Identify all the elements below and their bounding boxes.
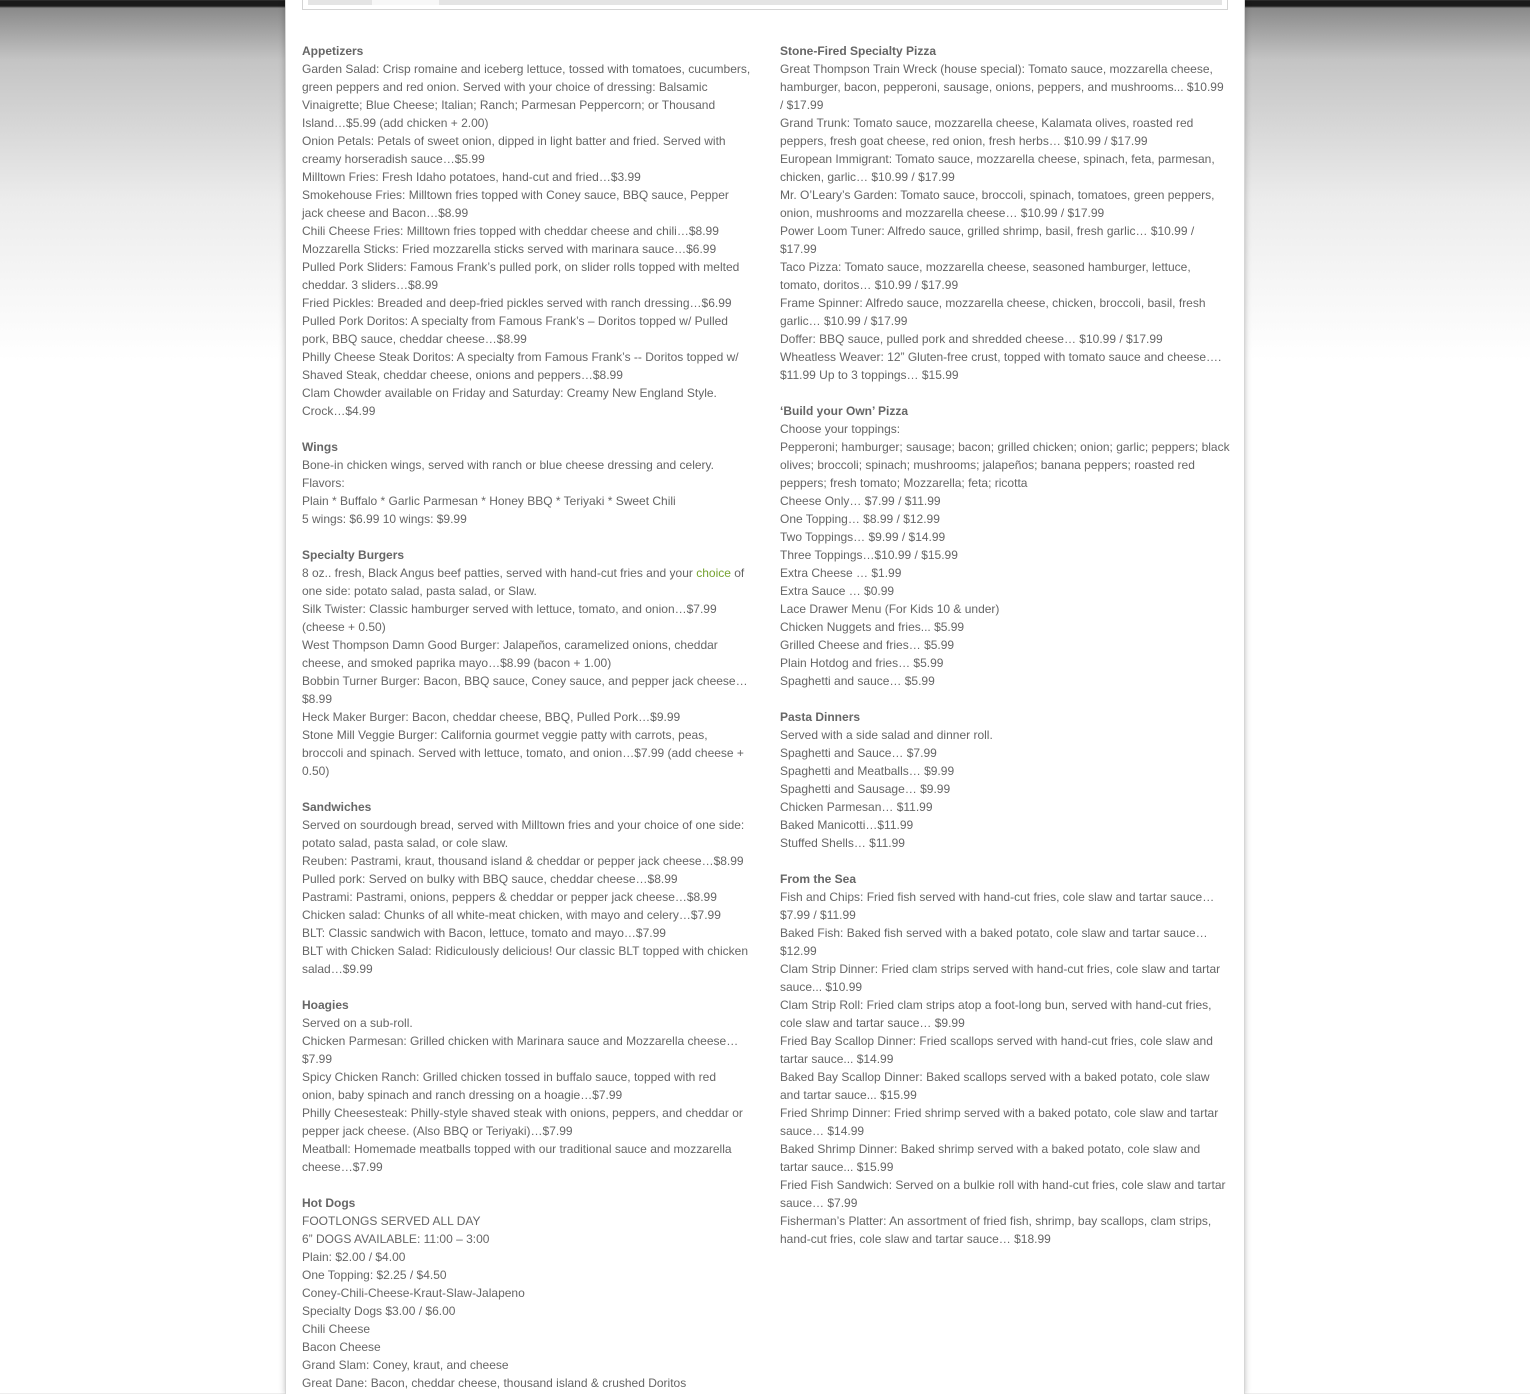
menu-item: Baked Bay Scallop Dinner: Baked scallops served with a baked potato, cole slaw and tartar sauce... $15.99: [780, 1070, 1210, 1102]
menu-item: Great Thompson Train Wreck (house special): Tomato sauce, mozzarella cheese, hamburger, bacon, pepperoni, sausage, onions, peppers, and mushrooms... $10.99 / $17.99: [780, 62, 1224, 112]
menu-item: Fried Fish Sandwich: Served on a bulkie roll with hand-cut fries, cole slaw and tartar sauce… $7.99: [780, 1178, 1226, 1210]
menu-item: Silk Twister: Classic hamburger served with lettuce, tomato, and onion…$7.99 (cheese + 0.50): [302, 602, 717, 634]
sandwiches-section: [302, 798, 752, 978]
menu-item: Baked Manicotti…$11.99: [780, 818, 914, 832]
menu-item: Coney-Chili-Cheese-Kraut-Slaw-Jalapeno: [302, 1286, 525, 1300]
hotdogs-section: [302, 1194, 752, 1392]
menu-left-column: [302, 42, 752, 1394]
menu-item: Heck Maker Burger: Bacon, cheddar cheese, BBQ, Pulled Pork…$9.99: [302, 710, 681, 724]
menu-item: Mr. O’Leary’s Garden: Tomato sauce, broccoli, spinach, tomatoes, green peppers, onion, mushrooms and mozzarella cheese… $10.99 / $17.99: [780, 188, 1215, 220]
menu-item: Pulled pork: Served on bulky with BBQ sauce, cheddar cheese…$8.99: [302, 872, 678, 886]
menu-item: Stuffed Shells… $11.99: [780, 836, 905, 850]
appetizers-title: Appetizers: [302, 44, 364, 58]
hotdogs-title: Hot Dogs: [302, 1196, 356, 1210]
nav-strip: [308, 0, 1222, 5]
menu-item: Clam Chowder available on Friday and Saturday: Creamy New England Style. Crock…$4.99: [302, 386, 717, 418]
menu-item: Bone-in chicken wings, served with ranch or blue cheese dressing and celery.: [302, 458, 714, 472]
menu-item: Plain: $2.00 / $4.00: [302, 1250, 406, 1264]
menu-item: Choose your toppings:: [780, 422, 901, 436]
menu-item: Baked Fish: Baked fish served with a baked potato, cole slaw and tartar sauce… $12.99: [780, 926, 1208, 958]
menu-item: Spaghetti and Meatballs… $9.99: [780, 764, 955, 778]
sandwiches-title: Sandwiches: [302, 800, 372, 814]
menu-item: Fried Pickles: Breaded and deep-fried pickles served with ranch dressing…$6.99: [302, 296, 732, 310]
menu-item: Philly Cheesesteak: Philly-style shaved steak with onions, peppers, and cheddar or pepper jack cheese. (Also BBQ or Teriyaki)…$7.99: [302, 1106, 743, 1138]
menu-item: Chicken Parmesan: Grilled chicken with Marinara sauce and Mozzarella cheese…$7.99: [302, 1034, 739, 1066]
menu-item: Extra Sauce … $0.99: [780, 584, 895, 598]
appetizers-section: [302, 42, 752, 420]
burgers-intro-text: 8 oz.. fresh, Black Angus beef patties, served with hand-cut fries and your: [302, 566, 697, 580]
menu-item: Spaghetti and Sauce… $7.99: [780, 746, 937, 760]
hoagies-section: [302, 996, 752, 1176]
burgers-intro-text-end: of one side: potato salad, pasta salad, or Slaw.: [302, 566, 745, 598]
menu-item: Clam Strip Dinner: Fried clam strips served with hand-cut fries, cole slaw and tartar sauce... $10.99: [780, 962, 1221, 994]
menu-item: Stone Mill Veggie Burger: California gourmet veggie patty with carrots, peas, broccoli and spinach. Served with lettuce, tomato, and onion…$7.99 (add cheese + 0.50): [302, 728, 744, 778]
menu-item: Clam Strip Roll: Fried clam strips atop a foot-long bun, served with hand-cut fries, cole slaw and tartar sauce… $9.99: [780, 998, 1212, 1030]
menu-item: Taco Pizza: Tomato sauce, mozzarella cheese, seasoned hamburger, lettuce, tomato, doritos… $10.99 / $17.99: [780, 260, 1191, 292]
menu-item: Philly Cheese Steak Doritos: A specialty from Famous Frank’s -- Doritos topped w/ Shaved Steak, cheddar cheese, onions and peppers…$8.99: [302, 350, 739, 382]
menu-item: Meatball: Homemade meatballs topped with our traditional sauce and mozzarella cheese…$7.99: [302, 1142, 732, 1174]
menu-item: Chili Cheese: [302, 1322, 371, 1336]
menu-item: Lace Drawer Menu (For Kids 10 & under): [780, 602, 1000, 616]
menu-item: FOOTLONGS SERVED ALL DAY: [302, 1214, 481, 1228]
menu-item: West Thompson Damn Good Burger: Jalapeños, caramelized onions, cheddar cheese, and smoked paprika mayo…$8.99 (bacon + 1.00): [302, 638, 718, 670]
menu-item: Smokehouse Fries: Milltown fries topped with Coney sauce, BBQ sauce, Pepper jack cheese and Bacon…$8.99: [302, 188, 729, 220]
menu-item: Baked Shrimp Dinner: Baked shrimp served with a baked potato, cole slaw and tartar sauce... $15.99: [780, 1142, 1201, 1174]
pasta-title: Pasta Dinners: [780, 710, 861, 724]
menu-item: Fish and Chips: Fried fish served with hand-cut fries, cole slaw and tartar sauce… $7.99 / $11.99: [780, 890, 1215, 922]
menu-item: Spaghetti and Sausage… $9.99: [780, 782, 951, 796]
menu-item: Fisherman’s Platter: An assortment of fried fish, shrimp, bay scallops, clam strips, hand-cut fries, cole slaw and tartar sauce… $18.99: [780, 1214, 1212, 1246]
menu-item: 6” DOGS AVAILABLE: 11:00 – 3:00: [302, 1232, 490, 1246]
build-your-own-section: [780, 402, 1230, 690]
menu-item: Spaghetti and sauce… $5.99: [780, 674, 935, 688]
pizza-section: [780, 42, 1230, 384]
menu-item: Bobbin Turner Burger: Bacon, BBQ sauce, Coney sauce, and pepper jack cheese…$8.99: [302, 674, 748, 706]
menu-item: Served on sourdough bread, served with Milltown fries and your choice of one side: potato salad, pasta salad, or cole slaw.: [302, 818, 745, 850]
hoagies-title: Hoagies: [302, 998, 349, 1012]
menu-item: Milltown Fries: Fresh Idaho potatoes, hand-cut and fried…$3.99: [302, 170, 641, 184]
menu-item: Doffer: BBQ sauce, pulled pork and shredded cheese… $10.99 / $17.99: [780, 332, 1163, 346]
pizza-title: Stone-Fired Specialty Pizza: [780, 44, 937, 58]
menu-item: Power Loom Tuner: Alfredo sauce, grilled shrimp, basil, fresh garlic… $10.99 / $17.99: [780, 224, 1195, 256]
menu-item: Onion Petals: Petals of sweet onion, dipped in light batter and fried. Served with creamy horseradish sauce…$5.99: [302, 134, 726, 166]
menu-item: 5 wings: $6.99 10 wings: $9.99: [302, 512, 467, 526]
menu-item: Pepperoni; hamburger; sausage; bacon; grilled chicken; onion; garlic; peppers; black olives; broccoli; spinach; mushrooms; jalapeños; banana peppers; roasted red peppers; fresh tomato; Mozzarella; feta; ricotta: [780, 440, 1230, 490]
menu-item: Mozzarella Sticks: Fried mozzarella sticks served with marinara sauce…$6.99: [302, 242, 717, 256]
menu-item: Served with a side salad and dinner roll.: [780, 728, 993, 742]
menu-item: Pulled Pork Sliders: Famous Frank’s pulled pork, on slider rolls topped with melted cheddar. 3 sliders…$8.99: [302, 260, 740, 292]
menu-item: Chicken salad: Chunks of all white-meat chicken, with mayo and celery…$7.99: [302, 908, 721, 922]
pasta-section: [780, 708, 1230, 852]
menu-item: Grand Trunk: Tomato sauce, mozzarella cheese, Kalamata olives, roasted red peppers, fresh goat cheese, red onion, fresh herbs… $10.99 / $17.99: [780, 116, 1194, 148]
menu-item: Wheatless Weaver: 12” Gluten-free crust, topped with tomato sauce and cheese…. $11.99 Up to 3 toppings… $15.99: [780, 350, 1222, 382]
menu-item: Flavors:: [302, 476, 345, 490]
menu-item: Chicken Parmesan… $11.99: [780, 800, 933, 814]
menu-item: Chili Cheese Fries: Milltown fries topped with cheddar cheese and chili…$8.99: [302, 224, 719, 238]
menu-item: BLT with Chicken Salad: Ridiculously delicious! Our classic BLT topped with chicken salad…$9.99: [302, 944, 748, 976]
menu-item: Two Toppings… $9.99 / $14.99: [780, 530, 946, 544]
menu-item: Spicy Chicken Ranch: Grilled chicken tossed in buffalo sauce, topped with red onion, baby spinach and ranch dressing on a hoagie…$7.99: [302, 1070, 717, 1102]
menu-item: Fried Bay Scallop Dinner: Fried scallops served with hand-cut fries, cole slaw and tartar sauce... $14.99: [780, 1034, 1213, 1066]
menu-item: Bacon Cheese: [302, 1340, 381, 1354]
menu-item: Reuben: Pastrami, kraut, thousand island & cheddar or pepper jack cheese…$8.99: [302, 854, 744, 868]
menu-item: Garden Salad: Crisp romaine and iceberg lettuce, tossed with tomatoes, cucumbers, green peppers and red onion. Served with your choice of dressing: Balsamic Vinaigrette; Blue Cheese; Italian; Ranch; Parmesan Peppercorn; or Thousand Island…$5.99 (add chicken + 2.00): [302, 62, 751, 130]
menu-item: Chicken Nuggets and fries... $5.99: [780, 620, 965, 634]
menu-item: Cheese Only… $7.99 / $11.99: [780, 494, 941, 508]
wings-section: [302, 438, 752, 528]
from-the-sea-title: From the Sea: [780, 872, 857, 886]
burgers-title: Specialty Burgers: [302, 548, 405, 562]
build-your-own-title: ‘Build your Own’ Pizza: [780, 404, 909, 418]
menu-item: Served on a sub-roll.: [302, 1016, 413, 1030]
menu-item: Grilled Cheese and fries… $5.99: [780, 638, 955, 652]
choice-link[interactable]: choice: [696, 566, 731, 580]
menu-item: European Immigrant: Tomato sauce, mozzarella cheese, spinach, feta, parmesan, chicken, garlic… $10.99 / $17.99: [780, 152, 1215, 184]
from-the-sea-section: [780, 870, 1230, 1248]
menu-item: Great Dane: Bacon, cheddar cheese, thousand island & crushed Doritos: [302, 1376, 687, 1390]
menu-item: Frame Spinner: Alfredo sauce, mozzarella cheese, chicken, broccoli, basil, fresh garlic… $10.99 / $17.99: [780, 296, 1206, 328]
menu-item: Pastrami: Pastrami, onions, peppers & cheddar or pepper jack cheese…$8.99: [302, 890, 717, 904]
menu-item: Fried Shrimp Dinner: Fried shrimp served with a baked potato, cole slaw and tartar sauce… $14.99: [780, 1106, 1219, 1138]
menu-item: Grand Slam: Coney, kraut, and cheese: [302, 1358, 509, 1372]
menu-item: Extra Cheese … $1.99: [780, 566, 902, 580]
menu-item: Plain * Buffalo * Garlic Parmesan * Honey BBQ * Teriyaki * Sweet Chili: [302, 494, 676, 508]
page-container: [285, 0, 1245, 1394]
menu-item: BLT: Classic sandwich with Bacon, lettuce, tomato and mayo…$7.99: [302, 926, 666, 940]
menu-item: One Topping: $2.25 / $4.50: [302, 1268, 447, 1282]
top-nav-bar: [302, 0, 1228, 10]
menu-item: Specialty Dogs $3.00 / $6.00: [302, 1304, 456, 1318]
menu-right-column: [780, 42, 1230, 1266]
menu-item: Pulled Pork Doritos: A specialty from Famous Frank’s – Doritos topped w/ Pulled pork, BBQ sauce, cheddar cheese…$8.99: [302, 314, 728, 346]
burgers-intro: [302, 564, 752, 600]
nav-active-tab[interactable]: [372, 0, 439, 5]
wings-title: Wings: [302, 440, 338, 454]
menu-item: Three Toppings…$10.99 / $15.99: [780, 548, 958, 562]
burgers-section: [302, 546, 752, 780]
menu-item: Plain Hotdog and fries… $5.99: [780, 656, 944, 670]
menu-item: One Topping… $8.99 / $12.99: [780, 512, 940, 526]
